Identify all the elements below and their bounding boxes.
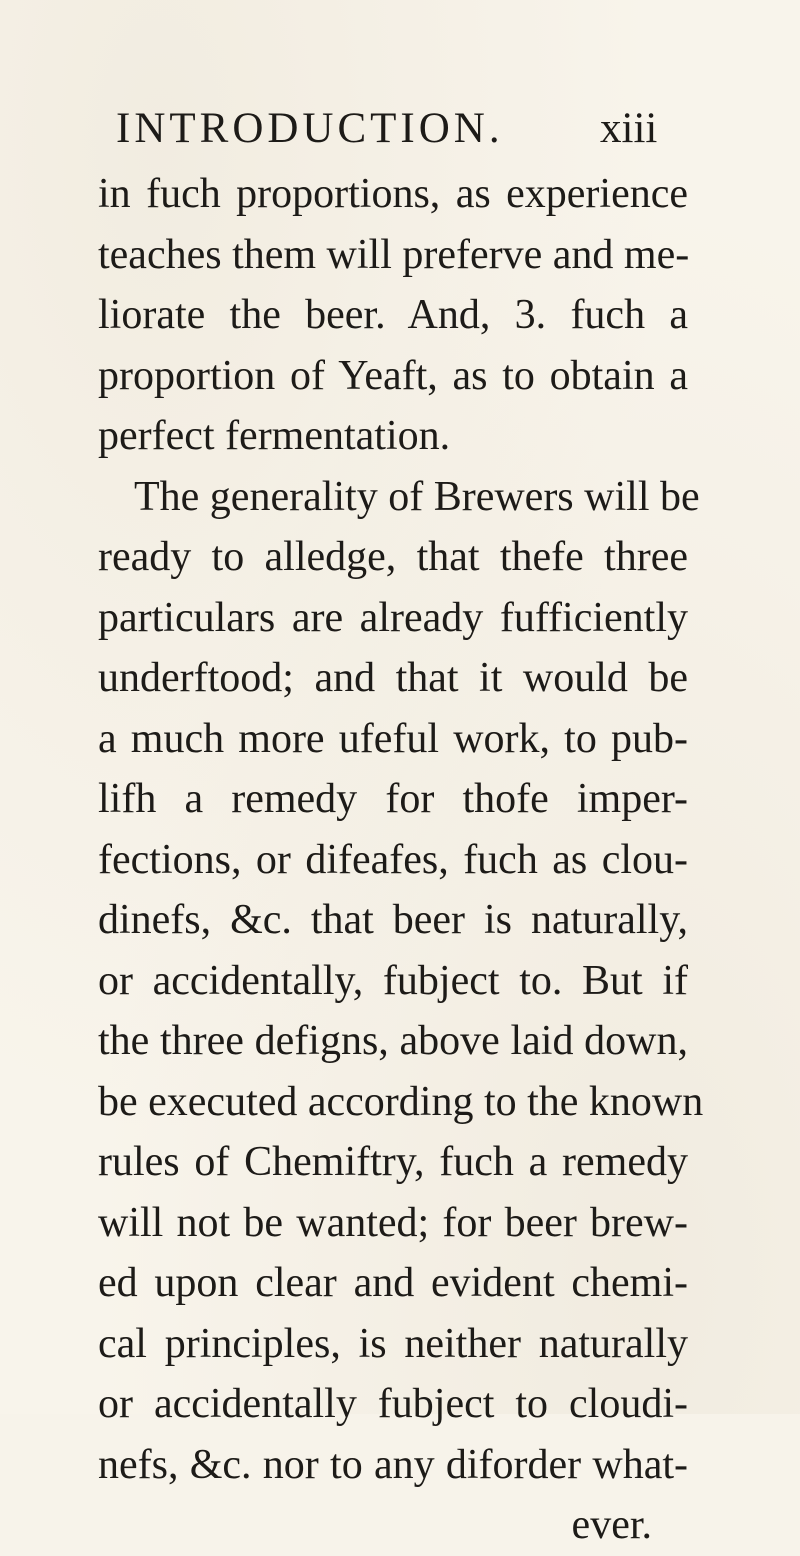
text-line: nefs, &c. nor to any diforder what- [98, 1441, 688, 1488]
text-line: fections, or difeafes, fuch as clou- [98, 836, 688, 883]
text-line: or accidentally, fubject to. But if [98, 957, 688, 1004]
text-line: ready to alledge, that thefe three [98, 534, 688, 580]
text-line: particulars are already fufficiently [98, 594, 688, 641]
text-line: be executed according to the known [98, 1078, 704, 1125]
text-line: or accidentally fubject to cloudi- [98, 1381, 688, 1427]
text-line: will not be wanted; for beer brew- [98, 1199, 688, 1246]
paragraph-first-line: The generality of Brewers will be [134, 473, 700, 520]
text-line: underftood; and that it would be [98, 655, 688, 701]
body-text [98, 164, 704, 1556]
text-line: ed upon clear and evident chemi- [98, 1260, 688, 1306]
text-line: dinefs, &c. that beer is naturally, [98, 897, 688, 943]
text-line: cal principles, is neither naturally [98, 1320, 688, 1367]
text-line: rules of Chemiftry, fuch a remedy [98, 1139, 688, 1185]
text-line: lifh a remedy for thofe imper- [98, 776, 688, 822]
page-number: xiii [600, 105, 658, 152]
running-head [116, 104, 676, 156]
text-line: in fuch proportions, as experience [98, 171, 688, 217]
catchword: ever. [571, 1502, 652, 1548]
text-line: liorate the beer. And, 3. fuch a [98, 292, 688, 338]
running-head-title: INTRODUCTION. [116, 105, 504, 152]
text-line: the three defigns, above laid down, [98, 1018, 688, 1064]
text-line: teaches them will preferve and me- [98, 231, 690, 278]
text-line: a much more ufeful work, to pub- [98, 715, 688, 762]
text-line: proportion of Yeaft, as to obtain a [98, 352, 688, 399]
text-line: perfect fermentation. [98, 413, 451, 459]
